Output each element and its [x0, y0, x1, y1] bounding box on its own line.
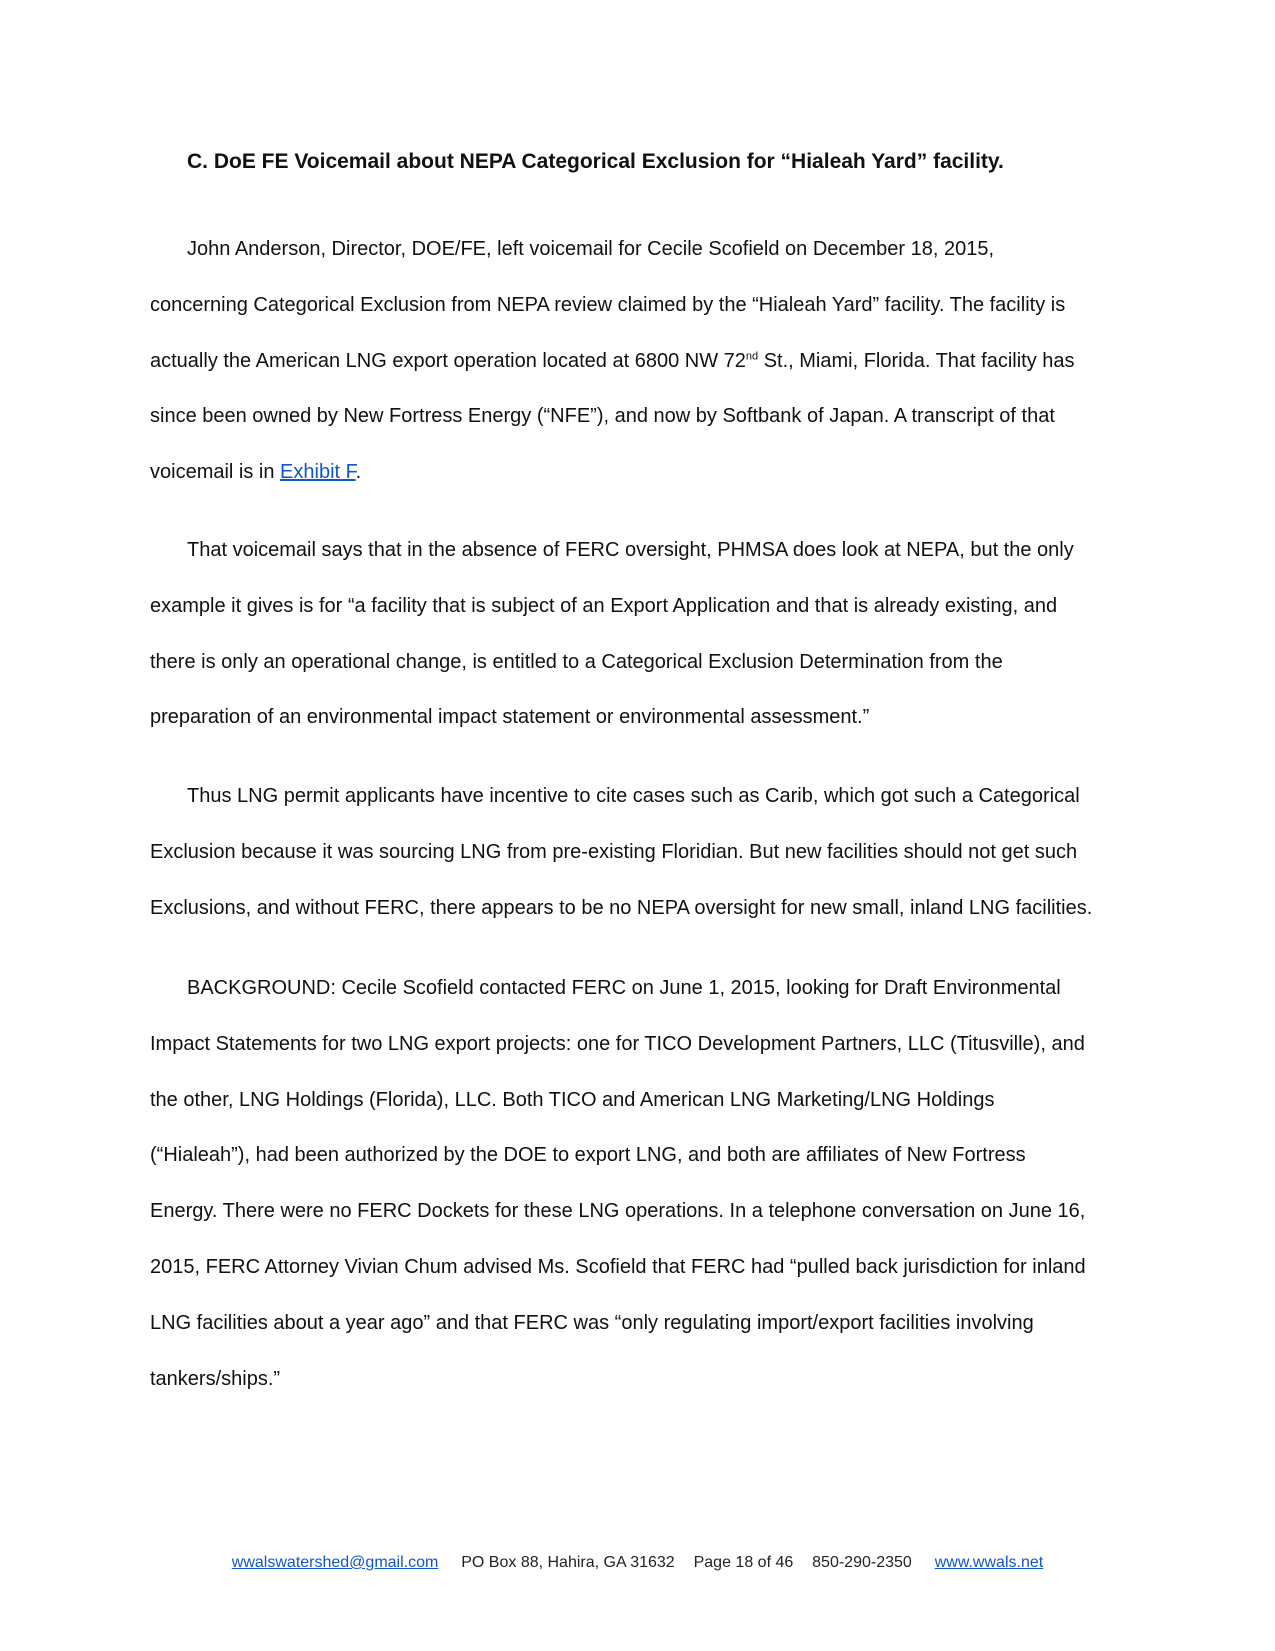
section-heading: C. DoE FE Voicemail about NEPA Categorical Exclusion for “Hialeah Yard” facility.: [187, 150, 1004, 173]
paragraph-line: Impact Statements for two LNG export projects: one for TICO Development Partners, LLC (Titusville), and: [150, 1032, 1085, 1055]
paragraph-line: BACKGROUND: Cecile Scofield contacted FERC on June 1, 2015, looking for Draft Environmental: [187, 977, 1061, 999]
exhibit-f-link[interactable]: Exhibit F: [280, 461, 356, 484]
footer-page-number: Page 18 of 46: [693, 1554, 794, 1571]
paragraph-line: (“Hialeah”), had been authorized by the DOE to export LNG, and both are affiliates of New Fortress: [150, 1144, 1026, 1167]
paragraph-line: [150, 445, 1135, 501]
paragraph-line: 2015, FERC Attorney Vivian Chum advised Ms. Scofield that FERC had “pulled back jurisdiction for inland: [150, 1255, 1086, 1278]
paragraph-line: Exclusion because it was sourcing LNG from pre-existing Floridian. But new facilities should not get such: [150, 840, 1078, 863]
paragraph-phmsa: [150, 523, 1135, 746]
paragraph-voicemail: [150, 222, 1135, 501]
paragraph-line: Thus LNG permit applicants have incentive to cite cases such as Carib, which got such a Categorical: [187, 785, 1080, 807]
superscript-nd: nd: [745, 349, 759, 362]
paragraph-line: Energy. There were no FERC Dockets for these LNG operations. In a telephone conversation on June 16,: [150, 1200, 1086, 1223]
footer-email-link[interactable]: wwalswatershed@gmail.com: [231, 1554, 439, 1571]
paragraph-line: there is only an operational change, is entitled to a Categorical Exclusion Determination from the: [150, 650, 1003, 673]
line-text: voicemail is in: [150, 461, 281, 484]
paragraph-background: [150, 961, 1135, 1407]
page-footer: [0, 1554, 1275, 1572]
paragraph-line: John Anderson, Director, DOE/FE, left voicemail for Cecile Scofield on December 18, 2015,: [187, 238, 995, 260]
line-text: .: [355, 461, 362, 484]
paragraph-line: preparation of an environmental impact statement or environmental assessment.”: [150, 706, 870, 729]
paragraph-line: since been owned by New Fortress Energy (“NFE”), and now by Softbank of Japan. A transcript of that: [150, 405, 1055, 428]
paragraph-line: the other, LNG Holdings (Florida), LLC. Both TICO and American LNG Marketing/LNG Holdings: [150, 1088, 995, 1111]
paragraph-line: That voicemail says that in the absence of FERC oversight, PHMSA does look at NEPA, but the only: [187, 539, 1074, 561]
paragraph-line: example it gives is for “a facility that is subject of an Export Application and that is already existing, and: [150, 594, 1058, 617]
line-text: actually the American LNG export operation located at 6800 NW 72: [150, 349, 746, 372]
footer-phone: 850-290-2350: [812, 1554, 912, 1571]
paragraph-line: tankers/ships.”: [150, 1367, 281, 1390]
paragraph-line: concerning Categorical Exclusion from NEPA review claimed by the “Hialeah Yard” facility. The facility is: [150, 293, 1066, 316]
line-text: St., Miami, Florida. That facility has: [758, 349, 1075, 372]
paragraph-line: Exclusions, and without FERC, there appears to be no NEPA oversight for new small, inland LNG facilities.: [150, 896, 1093, 919]
footer-address: PO Box 88, Hahira, GA 31632: [461, 1554, 675, 1571]
paragraph-line: [150, 334, 1135, 390]
footer-website-link[interactable]: www.wwals.net: [934, 1554, 1044, 1571]
paragraph-applicants: [150, 769, 1135, 936]
paragraph-line: LNG facilities about a year ago” and that FERC was “only regulating import/export facilities involving: [150, 1311, 1034, 1334]
